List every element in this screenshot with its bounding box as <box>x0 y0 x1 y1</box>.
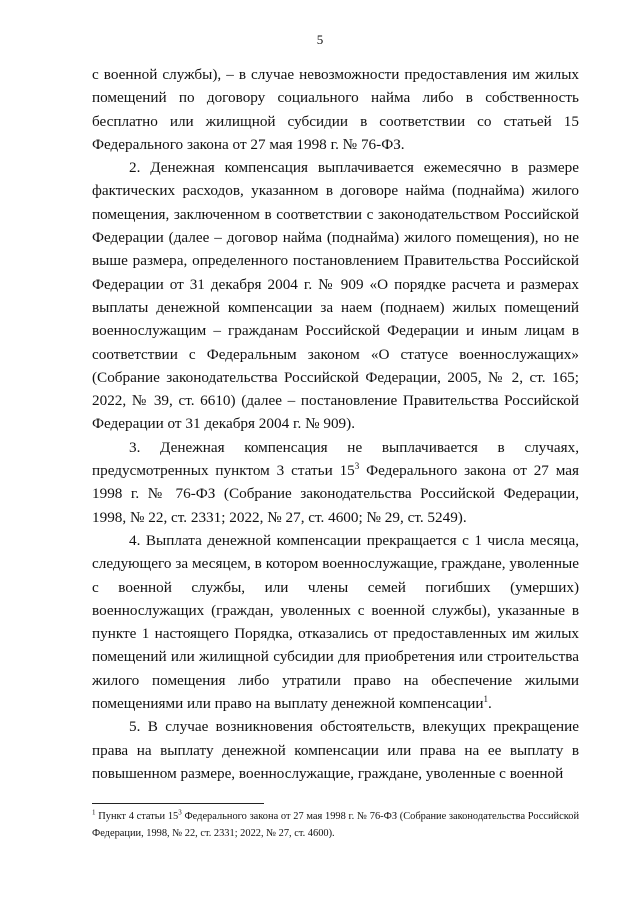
footnote-text-start: Пункт 4 статьи 15 <box>95 811 179 822</box>
paragraph-4-text: 4. Выплата денежной компенсации прекращается с 1 числа месяца, следующего за месяцем, в котором военнослужащие, граждане, уволенные с военной службы, или члены семей погибших (умерших) военнослужащих (граждан, уволенных с военной службы), указанные в пункте 1 настоящего Порядка, отказались от предоставленных им жилых помещений или жилищной субсидии для приобретения или строительства жилого помещения либо утратили право на обеспечение жилыми помещениями или право на выплату денежной компенсации <box>92 531 579 713</box>
footnote <box>92 808 579 842</box>
footnote-superscript: 3 <box>178 808 182 817</box>
paragraph-3-text-end: Федерального закона от 27 мая 1998 г. № 76-ФЗ (Собрание законодательства Российской Федерации, 1998, № 22, ст. 2331; 2022, № 27, ст. 4600; № 29, ст. 5249). <box>92 462 579 526</box>
paragraph-3 <box>92 436 579 529</box>
page-number: 5 <box>316 32 324 47</box>
paragraph-5: 5. В случае возникновения обстоятельств, влекущих прекращение права на выплату денежной компенсации или права на ее выплату в повышенном размере, военнослужащие, граждане, уволенные с военной <box>92 718 579 782</box>
footnote-reference[interactable]: 1 <box>483 693 489 704</box>
footnote-text-end: Федерального закона от 27 мая 1998 г. № 76-ФЗ (Собрание законодательства Российской Федерации, 1998, № 22, ст. 2331; 2022, № 27, ст. 4600). <box>92 811 580 839</box>
paragraph-4 <box>92 529 579 715</box>
paragraph-3-text-start: 3. Денежная компенсация не выплачивается в случаях, предусмотренных пунктом 3 статьи 15 <box>92 438 579 480</box>
footnote-divider <box>92 803 264 804</box>
paragraph-continuation: с военной службы), – в случае невозможности предоставления им жилых помещений по договору социального найма либо в собственность бесплатно или жилищной субсидии в соответствии со статьей 15 Федерального закона от 27 мая 1998 г. № 76-ФЗ. <box>92 66 579 153</box>
paragraph-2: 2. Денежная компенсация выплачивается ежемесячно в размере фактических расходов, указанном в договоре найма (поднайма) жилого помещения, заключенном в соответствии с законодательством Российской Федерации (далее – договор найма (поднайма) жилого помещения), но не выше размера, определенного постановлением Правительства Российской Федерации от 31 декабря 2004 г. № 909 «О порядке расчета и размерах выплаты денежной компенсации за наем (поднаем) жилых помещений военнослужащим – гражданам Российской Федерации и иным лицам в соответствии с Федеральным законом «О статусе военнослужащих» (Собрание законодательства Российской Федерации, 2005, № 2, ст. 165; 2022, № 39, ст. 6610) (далее – постановление Правительства Российской Федерации от 31 декабря 2004 г. № 909). <box>92 159 579 433</box>
paragraph-3-superscript: 3 <box>354 460 360 471</box>
footnote-marker: 1 <box>92 808 96 817</box>
paragraph-4-tail: . <box>488 695 492 713</box>
document-body <box>92 63 579 785</box>
